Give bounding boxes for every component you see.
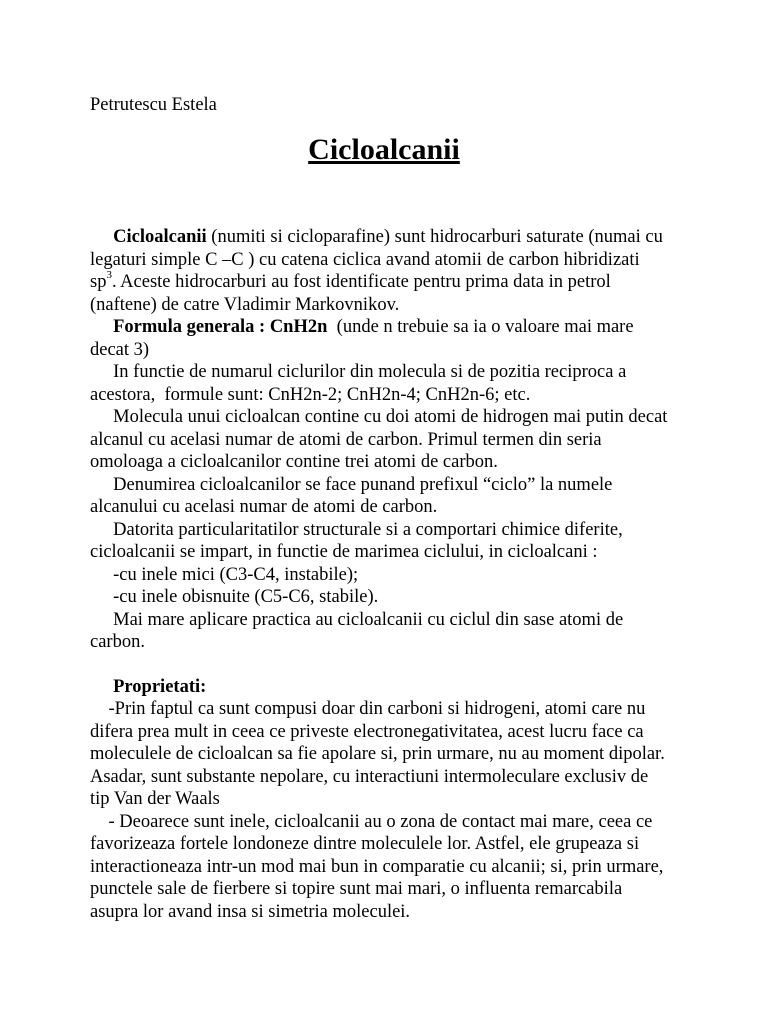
prop-line-1: -Prin faptul ca sunt compusi doar din carboni si hidrogeni, atomi care nu bbox=[108, 699, 646, 719]
intro-line-4: (naftene) de catre Vladimir Markovnikov. bbox=[90, 294, 400, 315]
prop-line-7: favorizeaza fortele londoneze dintre moleculele lor. Astfel, ele grupeaza si bbox=[90, 834, 640, 854]
prop-line-4: Asadar, sunt substante nepolare, cu interactiuni intermoleculare exclusiv de bbox=[90, 766, 649, 787]
formula-line-1: Formula generala : CnH2n (unde n trebuie sa ia o valoare mai mare bbox=[113, 317, 634, 337]
intro-line-2: legaturi simple C –C ) cu catena ciclica avand atomii de carbon hibridizati bbox=[90, 249, 640, 270]
p6-line-2: cicloalcanii se impart, in functie de marimea ciclului, in cicloalcani : bbox=[90, 542, 598, 562]
p4-line-1: Molecula unui cicloalcan contine cu doi atomi de hidrogen mai putin decat bbox=[113, 407, 668, 427]
prop-line-6: - Deoarece sunt inele, cicloalcanii au o zona de contact mai mare, ceea ce bbox=[103, 811, 653, 832]
p6-line-6: carbon. bbox=[90, 632, 145, 652]
p3-line-2: acestora, formule sunt: CnH2n-2; CnH2n-4; CnH2n-6; etc. bbox=[90, 384, 531, 405]
prop-line-2: difera prea mult in ceea ce priveste electronegativitatea, acest lucru face ca bbox=[90, 721, 644, 742]
properties-heading: Proprietati: bbox=[113, 676, 207, 697]
prop-line-8: interactioneaza intr-un mod mai bun in comparatie cu alcanii; si, prin urmare, bbox=[90, 856, 664, 877]
document-title: Cicloalcanii bbox=[308, 133, 460, 166]
p6-line-4: -cu inele obisnuite (C5-C6, stabile). bbox=[113, 587, 379, 607]
prop-line-10: asupra lor avand insa si simetria moleculei. bbox=[90, 901, 411, 922]
intro-line-1: Cicloalcanii (numiti si cicloparafine) sunt hidrocarburi saturate (numai cu bbox=[113, 227, 663, 247]
p6-line-1: Datorita particularitatilor structurale si a comportari chimice diferite, bbox=[113, 519, 623, 540]
intro-line-3: $sp^3$. Aceste hidrocarburi au fost identificate pentru prima data in petrol bbox=[90, 268, 611, 292]
prop-line-3: moleculele de cicloalcan sa fie apolare si, prin urmare, nu au moment dipolar. bbox=[90, 744, 665, 764]
formula-line-2: decat 3) bbox=[90, 339, 150, 360]
author-name: Petrutescu Estela bbox=[90, 95, 217, 115]
prop-line-5: tip Van der Waals bbox=[90, 789, 220, 809]
p4-line-2: alcanul cu acelasi numar de atomi de carbon. Primul termen din seria bbox=[90, 429, 602, 450]
superscript: 3 bbox=[106, 268, 112, 281]
p3-line-1: In functie de numarul ciclurilor din molecula si de pozitia reciproca a bbox=[113, 362, 627, 382]
p5-line-1: Denumirea cicloalcanilor se face punand prefixul “ciclo” la numele bbox=[113, 474, 613, 495]
paragraph-gap bbox=[90, 654, 690, 676]
prop-line-9: punctele sale de fierbere si topire sunt mai mari, o influenta remarcabila bbox=[90, 879, 623, 899]
intro-term: Cicloalcanii bbox=[113, 227, 207, 247]
p6-line-3: -cu inele mici (C3-C4, instabile); bbox=[113, 564, 359, 585]
formula-label: Formula generala : CnH2n bbox=[113, 317, 328, 337]
p5-line-2: alcanului cu acelasi numar de atomi de carbon. bbox=[90, 497, 438, 517]
document-body bbox=[90, 226, 690, 923]
p4-line-3: omoloaga a cicloalcanilor contine trei atomi de carbon. bbox=[90, 452, 498, 472]
p6-line-5: Mai mare aplicare practica au cicloalcanii cu ciclul din sase atomi de bbox=[113, 609, 624, 630]
